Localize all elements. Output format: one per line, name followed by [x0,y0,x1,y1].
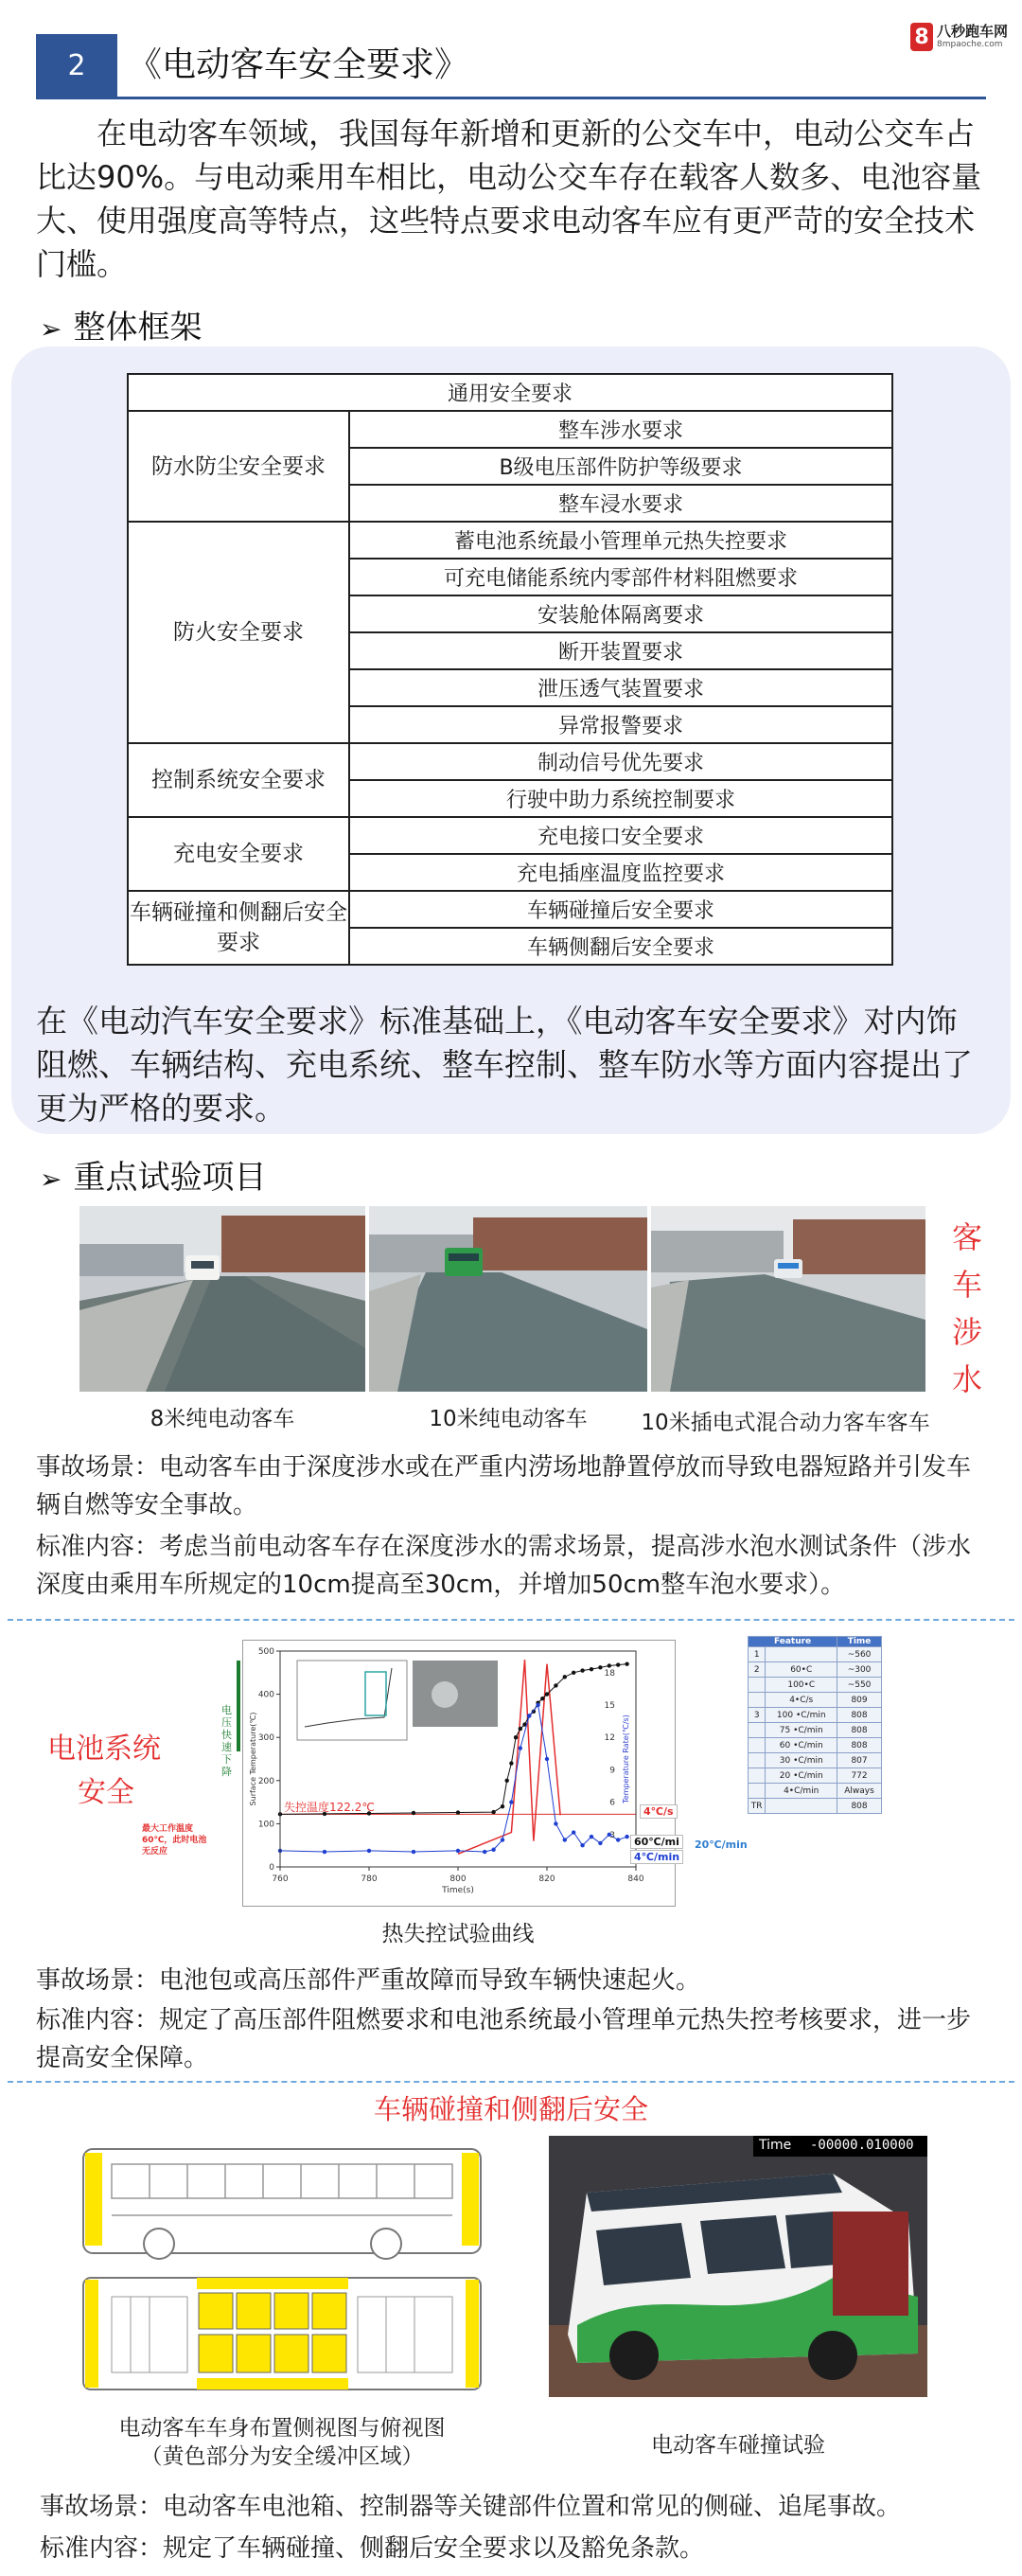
data-point [483,1850,486,1854]
caption-10m-hybrid: 10米插电式混合动力客车客车 [641,1411,930,1435]
max-temp-line: 60℃，此时电池 [142,1836,207,1845]
table-cell: 1 [749,1647,766,1662]
wading-photo-10m-electric [369,1206,647,1392]
collision-scenario: 事故场景：电动客车电池箱、控制器等关键部件位置和常见的侧碰、追尾事故。 [40,2493,902,2521]
table-cell [749,1784,766,1799]
wading-side-label [950,1214,984,1403]
table-cell [749,1738,766,1753]
table-cell: 808 [837,1738,882,1753]
wading-photo-10m-hybrid [651,1206,925,1392]
table-cell: ~550 [837,1678,882,1693]
section-divider [8,2081,1014,2083]
wading-scenario: 事故场景：电动客车由于深度涉水或在严重内涝场地静置停放而导致电器短路并引发车辆自燃等安全事故。 [36,1453,972,1519]
table-cell: Always [837,1784,882,1799]
data-point [519,1727,522,1731]
category-cell: 防水防尘安全要求 [128,411,349,522]
caption-8m: 8米纯电动客车 [150,1407,295,1431]
y2-tick-label: 18 [604,1668,615,1679]
table-cell: 30 •C/min [766,1753,837,1768]
battery-scenario: 事故场景：电池包或高压部件严重故障而导致车辆快速起火。 [36,1966,701,1995]
item-cell: 行驶中助力系统控制要求 [349,780,892,817]
arrow-bullet-icon: ➢ [40,1164,62,1195]
data-point [514,1735,518,1739]
logo-mark-icon: 8 [910,23,933,51]
table-row [749,1753,882,1768]
y2-tick-label: 12 [604,1733,615,1744]
data-point [572,1830,575,1834]
side-label-char: 水 [951,1361,982,1397]
item-cell: 整车涉水要求 [349,411,892,448]
x-tick-label: 800 [449,1874,467,1884]
table-cell: 100 •C/min [766,1708,837,1723]
crash-caption: 电动客车碰撞试验 [651,2433,825,2458]
table-row [749,1693,882,1708]
table-row [749,1678,882,1693]
data-point [456,1810,460,1814]
data-point [505,1779,509,1783]
layout-caption [74,2414,490,2471]
y-tick-label: 300 [257,1733,274,1744]
data-point [501,1838,504,1841]
data-point [598,1841,602,1845]
data-point [625,1661,628,1665]
x-tick-label: 820 [538,1874,555,1884]
data-point [491,1848,495,1852]
y2-tick-label: 6 [609,1798,615,1808]
rate-label-1: 4℃/s [640,1804,678,1819]
framework-heading [40,301,202,347]
data-point [519,1746,522,1750]
table-row [749,1738,882,1753]
max-temp-line: 最大工作温度 [142,1824,194,1834]
table-cell [749,1723,766,1738]
wading-photo-8m [79,1206,365,1392]
data-point [572,1671,575,1675]
collision-title: 车辆碰撞和侧翻后安全 [373,2093,648,2125]
item-cell: 异常报警要求 [349,706,892,743]
table-header: Time [837,1637,882,1647]
table-cell: ~560 [837,1647,882,1662]
table-row [128,411,892,448]
data-point [540,1697,544,1700]
caption-10m-electric: 10米纯电动客车 [429,1407,588,1431]
data-point [598,1665,602,1669]
table-row [749,1662,882,1678]
table-cell: 2 [749,1662,766,1678]
data-point [608,1663,611,1667]
data-point [412,1850,415,1854]
item-cell: 断开装置要求 [349,632,892,669]
feature-time-table [748,1636,882,1814]
bus-layout-diagram [74,2136,490,2401]
category-cell: 控制系统安全要求 [128,743,349,817]
data-point [456,1849,460,1853]
table-row [128,817,892,854]
y-tick-label: 0 [269,1863,274,1873]
intro-paragraph: 在电动客车领域，我国每年新增和更新的公交车中，电动公交车占比达90%。与电动乘用车相比，电动公交车存在载客人数多、电池容量大、使用强度高等特点，这些特点要求电动客车应有更严苛的安全技术门槛。 [36,115,982,282]
y2-tick-label: 15 [604,1701,615,1711]
battery-label-line2: 安全 [78,1776,134,1809]
item-cell: 蓄电池系统最小管理单元热失控要求 [349,522,892,559]
collision-standard: 标准内容：规定了车辆碰撞、侧翻后安全要求以及豁免条款。 [40,2534,705,2563]
item-cell: 充电接口安全要求 [349,817,892,854]
site-logo [910,21,1009,59]
table-cell: ~300 [837,1662,882,1678]
y2-tick-label: 3 [609,1830,615,1840]
section-divider [8,1619,1014,1621]
framework-heading-text: 整体框架 [73,309,203,346]
rate-label-4: 20℃/min [695,1839,748,1851]
item-cell: 安装舱体隔离要求 [349,595,892,632]
data-point [509,1800,513,1803]
table-cell [766,1647,837,1662]
data-point [545,1692,549,1696]
data-point [509,1761,513,1765]
item-cell: 车辆侧翻后安全要求 [349,928,892,965]
item-cell: 泄压透气装置要求 [349,669,892,706]
thermal-runaway-chart [242,1640,674,1905]
title-underline [36,97,986,99]
data-point [625,1835,628,1839]
x-tick-label: 780 [361,1874,378,1884]
table-cell: 4•C/s [766,1693,837,1708]
table-row [749,1723,882,1738]
data-point [501,1804,504,1808]
table-cell: 75 •C/min [766,1723,837,1738]
data-point [580,1843,584,1847]
data-point [536,1703,539,1707]
side-label-char: 车 [951,1267,982,1303]
y-axis-label: Surface Temperature(℃) [249,1712,257,1806]
max-temp-line: 无反应 [142,1847,168,1856]
category-cell: 充电安全要求 [128,817,349,891]
layout-caption-line: （黄色部分为安全缓冲区域） [140,2444,424,2469]
y2-tick-label: 9 [609,1766,615,1776]
table-cell: 60•C [766,1662,837,1678]
table-row [749,1647,882,1662]
table-cell [749,1753,766,1768]
y-tick-label: 100 [257,1820,274,1830]
y-tick-label: 400 [257,1690,274,1700]
y-tick-label: 500 [257,1647,274,1657]
data-point [554,1683,557,1687]
table-row [749,1708,882,1723]
item-cell: B级电压部件防护等级要求 [349,448,892,485]
framework-summary: 在《电动汽车安全要求》标准基础上，《电动客车安全要求》对内饰阻燃、车辆结构、充电系统、整车控制、整车防水等方面内容提出了更为严格的要求。 [36,1003,973,1127]
crash-test-photo [549,2136,927,2397]
data-point [323,1850,326,1854]
table-row [749,1768,882,1784]
table-row [128,743,892,780]
voltage-drop-arrow-icon [237,1661,240,1751]
table-cell [749,1693,766,1708]
data-point [590,1835,593,1839]
data-point [367,1849,371,1853]
data-point [491,1810,495,1814]
item-cell: 车辆碰撞后安全要求 [349,891,892,928]
rate-label-2: 60℃/mi [630,1835,683,1849]
battery-label-line1: 电池系统 [47,1732,161,1766]
data-point [527,1714,531,1717]
y-tick-label: 200 [257,1776,274,1786]
table-cell: 808 [837,1799,882,1814]
data-point [590,1667,593,1671]
item-cell: 充电插座温度监控要求 [349,854,892,891]
table-row [749,1784,882,1799]
category-cell: 防火安全要求 [128,522,349,743]
battery-standard: 标准内容：规定了高压部件阻燃要求和电池系统最小管理单元热失控考核要求，进一步提高安全保障。 [36,2006,972,2072]
requirements-table [127,373,893,966]
layout-caption-line: 电动客车车身布置侧视图与俯视图 [118,2416,446,2441]
table-cell: 20 •C/min [766,1768,837,1784]
wading-standard: 标准内容：考虑当前电动客车存在深度涉水的需求场景，提高涉水泡水测试条件（涉水深度由乘用车所规定的10cm提高至30cm，并增加50cm整车泡水要求）。 [36,1533,972,1599]
table-cell: 808 [837,1708,882,1723]
data-point [563,1675,567,1679]
table-cell [766,1799,837,1814]
table-cell: 3 [749,1708,766,1723]
item-cell: 整车浸水要求 [349,485,892,522]
arrow-bullet-icon: ➢ [40,313,62,345]
table-cell: 808 [837,1723,882,1738]
time-value: -00000.010000 [810,2138,914,2153]
table-cell: 60 •C/min [766,1738,837,1753]
x-axis-label: Time(s) [442,1886,474,1895]
category-cell: 车辆碰撞和侧翻后安全要求 [128,891,349,965]
logo-name: 八秒跑车网 [937,23,1009,40]
data-point [616,1662,620,1666]
section-number-badge: 2 [36,34,117,97]
table-row [128,522,892,559]
trigger-temp-label: 失控温度122.2℃ [284,1801,375,1814]
y2-axis-label: Temperature Rate(℃/s) [622,1714,630,1803]
x-tick-label: 760 [272,1874,289,1884]
item-cell: 制动信号优先要求 [349,743,892,780]
data-point [412,1811,415,1815]
logo-url: 8mpaoche.com [937,40,1003,49]
inset-voltage-plot [297,1661,407,1740]
x-tick-label: 840 [627,1874,644,1884]
page-title: 《电动客车安全要求》 [128,45,469,84]
table-row [128,891,892,928]
side-label-char: 客 [951,1219,982,1255]
tests-heading-text: 重点试验项目 [73,1159,267,1197]
side-label-char: 涉 [951,1314,982,1350]
table-row [749,1799,882,1814]
tests-heading [40,1151,266,1198]
rate-label-3: 4℃/min [630,1850,683,1864]
table-cell: 809 [837,1693,882,1708]
table-cell [749,1678,766,1693]
table-cell: TR [749,1799,766,1814]
max-temp-note [142,1823,206,1857]
voltage-drop-label: 电压快速下降 [221,1704,232,1778]
table-header: Feature [749,1637,837,1647]
general-requirement: 通用安全要求 [128,374,892,411]
item-cell: 可充电储能系统内零部件材料阻燃要求 [349,559,892,595]
table-cell: 807 [837,1753,882,1768]
chart-caption: 热失控试验曲线 [381,1922,535,1946]
data-point [554,1821,557,1825]
inset-cell-shape [432,1681,458,1708]
table-cell: 100•C [766,1678,837,1693]
time-label: Time [759,2138,792,2153]
table-row [128,374,892,411]
data-point [616,1838,620,1841]
data-point [563,1838,567,1841]
data-point [545,1757,549,1761]
table-row [749,1637,882,1647]
data-point [580,1668,584,1672]
table-cell: 4•C/min [766,1784,837,1799]
table-cell: 772 [837,1768,882,1784]
table-cell [749,1768,766,1784]
